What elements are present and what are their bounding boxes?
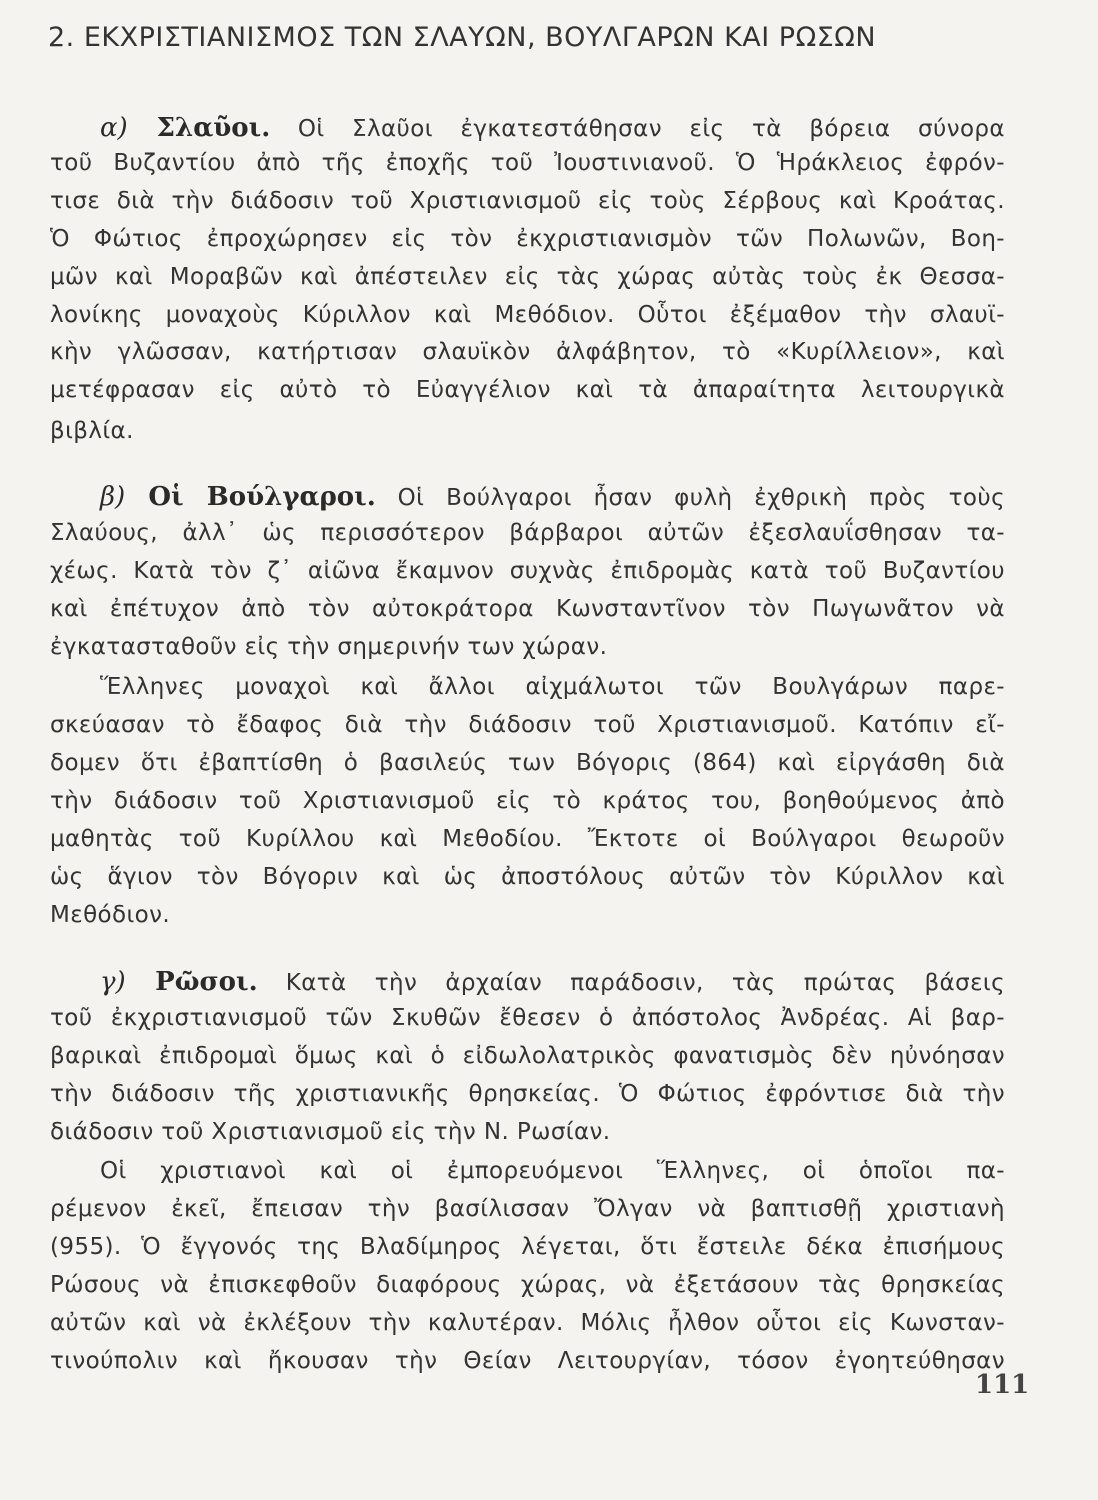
page-number: 111 xyxy=(975,1370,1030,1400)
section-c-line: τὴν διάδοσιν τῆς χριστιανικῆς θρησκείας. Ὁ Φώτιος ἐφρόντισε διὰ τὴν xyxy=(50,1081,1005,1107)
section-a-line: τοῦ Βυζαντίου ἀπὸ τῆς ἐποχῆς τοῦ Ἰουστινιανοῦ. Ὁ Ἡράκλειος ἐφρόν- xyxy=(50,150,1005,176)
section-b-first-line xyxy=(100,482,1005,512)
section-b-line: Σλαύους, ἀλλ᾽ ὡς περισσότερον βάρβαροι αὐτῶν ἐξεσλαυΐσθησαν τα- xyxy=(50,520,1005,546)
section-a-line: μετέφρασαν εἰς αὐτὸ τὸ Εὐαγγέλιον καὶ τὰ ἀπαραίτητα λειτουργικὰ xyxy=(50,377,1005,403)
section-b-title: Οἱ Βούλγαροι. xyxy=(148,482,376,512)
section-a-line: τισε διὰ τὴν διάδοσιν τοῦ Χριστιανισμοῦ εἰς τοὺς Σέρβους καὶ Κροάτας. xyxy=(50,188,1005,214)
section-a-line: κὴν γλῶσσαν, κατήρτισαν σλαυϊκὸν ἀλφάβητον, τὸ «Κυρίλλειον», καὶ xyxy=(50,339,1005,365)
section-b-line: ἐγκατασταθοῦν εἰς τὴν σημερινήν των χώραν. xyxy=(50,634,608,660)
section-c-title-wrap xyxy=(100,967,258,997)
section-b-paragraph2-line: Ἕλληνες μοναχοὶ καὶ ἄλλοι αἰχμάλωτοι τῶν Βουλγάρων παρε- xyxy=(100,674,1005,700)
section-a-line: λονίκης μοναχοὺς Κύριλλον καὶ Μεθόδιον. Οὗτοι ἐξέμαθον τὴν σλαυϊ- xyxy=(50,302,1005,328)
section-b-line: Οἱ Βούλγαροι ἦσαν φυλὴ ἐχθρικὴ πρὸς τοὺς xyxy=(397,485,1005,511)
section-b-line: καὶ ἐπέτυχον ἀπὸ τὸν αὐτοκράτορα Κωνσταντῖνον τὸν Πωγωνᾶτον νὰ xyxy=(50,596,1005,622)
section-c-line: διάδοσιν τοῦ Χριστιανισμοῦ εἰς τὴν Ν. Ρωσίαν. xyxy=(50,1119,611,1145)
section-c-paragraph2-line: τινούπολιν καὶ ἤκουσαν τὴν Θείαν Λειτουργίαν, τόσον ἐγοητεύθησαν xyxy=(50,1348,1005,1374)
section-b-paragraph2-line: μαθητὰς τοῦ Κυρίλλου καὶ Μεθοδίου. Ἔκτοτε οἱ Βούλγαροι θεωροῦν xyxy=(50,826,1005,852)
chapter-heading: 2. ΕΚΧΡΙΣΤΙΑΝΙΣΜΟΣ ΤΩΝ ΣΛΑΥΩΝ, ΒΟΥΛΓΑΡΩΝ ΚΑΙ ΡΩΣΩΝ xyxy=(48,22,877,53)
section-b-paragraph2-line: σκεύασαν τὸ ἔδαφος διὰ τὴν διάδοσιν τοῦ Χριστιανισμοῦ. Κατόπιν εἴ- xyxy=(50,712,1005,738)
section-b-paragraph2-line: τὴν διάδοσιν τοῦ Χριστιανισμοῦ εἰς τὸ κράτος του, βοηθούμενος ἀπὸ xyxy=(50,788,1005,814)
section-c-marker: γ) xyxy=(100,967,126,997)
section-a-first-line xyxy=(100,113,1005,143)
section-a-line: βιβλία. xyxy=(50,418,134,444)
section-c-line: βαρικαὶ ἐπιδρομαὶ ὅμως καὶ ὁ εἰδωλολατρικὸς φανατισμὸς δὲν ηὐνόησαν xyxy=(50,1043,1005,1069)
section-b-paragraph2-line: Μεθόδιον. xyxy=(50,902,171,928)
section-b-paragraph2-line: ὡς ἅγιον τὸν Βόγοριν καὶ ὡς ἀποστόλους αὐτῶν τὸν Κύριλλον καὶ xyxy=(50,864,1005,890)
section-c-line: τοῦ ἐκχριστιανισμοῦ τῶν Σκυθῶν ἔθεσεν ὁ ἀπόστολος Ἀνδρέας. Αἱ βαρ- xyxy=(50,1005,1005,1031)
section-a-title-wrap xyxy=(100,113,270,143)
section-a-line: Οἱ Σλαῦοι ἐγκατεστάθησαν εἰς τὰ βόρεια σύνορα xyxy=(297,116,1005,142)
section-c-paragraph2-line: (955). Ὁ ἔγγονός της Βλαδίμηρος λέγεται, ὅτι ἔστειλε δέκα ἐπισήμους xyxy=(50,1234,1005,1260)
section-a-line: μῶν καὶ Μοραβῶν καὶ ἀπέστειλεν εἰς τὰς χώρας αὐτὰς τοὺς ἐκ Θεσσα- xyxy=(50,264,1005,290)
section-b-marker: β) xyxy=(100,482,126,512)
section-c-title: Ρῶσοι. xyxy=(155,967,258,997)
section-c-first-line xyxy=(100,967,1005,997)
section-c-paragraph2-line: αὐτῶν καὶ νὰ ἐκλέξουν τὴν καλυτέραν. Μόλις ἦλθον οὗτοι εἰς Κωνσταν- xyxy=(50,1310,1005,1336)
section-a-marker: α) xyxy=(100,113,128,143)
section-a-title: Σλαῦοι. xyxy=(156,113,271,143)
section-c-paragraph2-line: Οἱ χριστιανοὶ καὶ οἱ ἐμπορευόμενοι Ἕλληνες, οἱ ὁποῖοι πα- xyxy=(100,1158,1005,1184)
section-c-paragraph2-line: Ρώσους νὰ ἐπισκεφθοῦν διαφόρους χώρας, νὰ ἐξετάσουν τὰς θρησκείας xyxy=(50,1272,1005,1298)
section-b-title-wrap xyxy=(100,482,376,512)
section-c-paragraph2-line: ρέμενον ἐκεῖ, ἔπεισαν τὴν βασίλισσαν Ὄλγαν νὰ βαπτισθῇ χριστιανὴ xyxy=(50,1196,1005,1222)
section-a-line: Ὁ Φώτιος ἐπροχώρησεν εἰς τὸν ἐκχριστιανισμὸν τῶν Πολωνῶν, Βοη- xyxy=(50,226,1005,252)
section-c-line: Κατὰ τὴν ἀρχαίαν παράδοσιν, τὰς πρώτας βάσεις xyxy=(285,970,1005,996)
section-b-paragraph2-line: δομεν ὅτι ἐβαπτίσθη ὁ βασιλεύς των Βόγορις (864) καὶ εἰργάσθη διὰ xyxy=(50,750,1005,776)
section-b-line: χέως. Κατὰ τὸν ζ᾽ αἰῶνα ἔκαμνον συχνὰς ἐπιδρομὰς κατὰ τοῦ Βυζαντίου xyxy=(50,558,1005,584)
